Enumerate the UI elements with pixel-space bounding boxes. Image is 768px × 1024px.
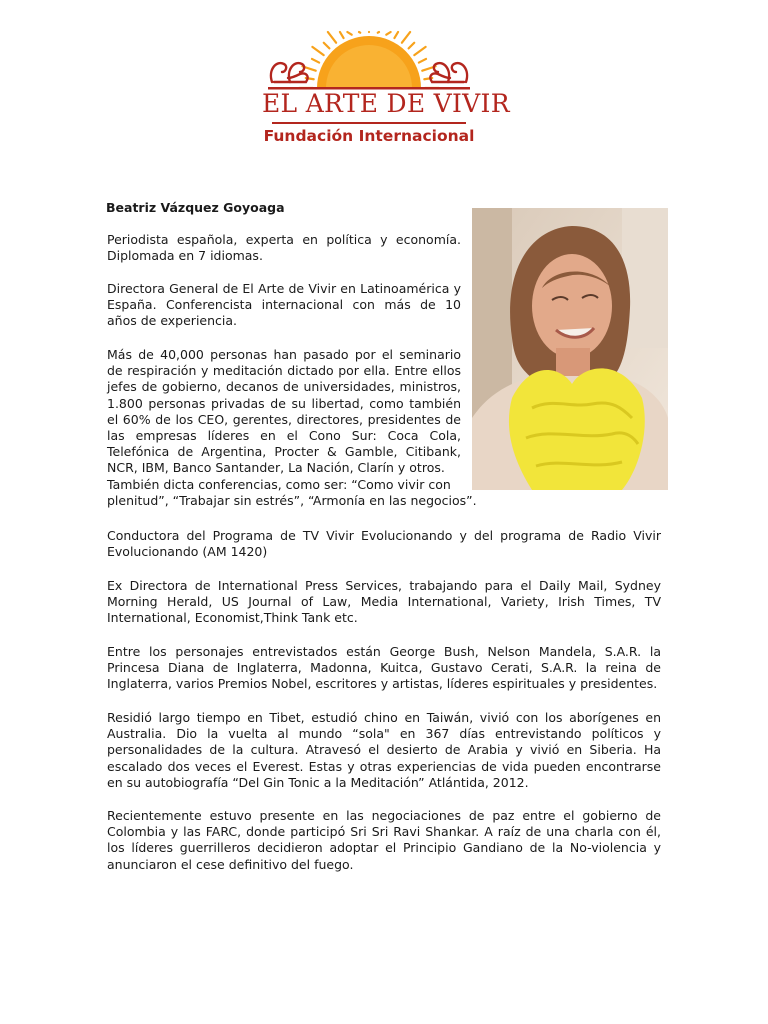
paragraph-press-services: Ex Directora de International Press Services, trabajando para el Daily Mail, Sydney Morning Herald, US Journal of Law, Media International, Variety, Irish Times, TV International, Economist,Think Tank etc. [107,578,661,626]
logo-title: EL ARTE DE VIVIR [262,89,510,118]
paragraph-seminar: Más de 40,000 personas han pasado por el seminario de respiración y meditación dictado por ella. Entre ellos jefes de gobierno, decanos de universidades, ministros, 1.800 personas privadas de su libertad, como también el 60% de los CEO, gerentes, directores, presidentes de las empresas líderes en el Cono Sur: Coca Cola, Telefónica de Argentina, Procter & Gamble, Citibank, NCR, IBM, Banco Santander, La Nación, Clarín y otros. [107,347,461,476]
paragraph-conferences: También dicta conferencias, como ser: “Como vivir con plenitud”, “Trabajar sin estrés”, “Armonía en las negocios”. [107,477,477,509]
paragraph-intro: Periodista española, experta en política y economía. Diplomada en 7 idiomas. [107,232,461,264]
portrait-image [472,208,668,490]
paragraph-tv-program: Conductora del Programa de TV Vivir Evolucionando y del programa de Radio Vivir Evolucionando (AM 1420) [107,528,661,560]
portrait-photo [472,208,668,490]
person-name: Beatriz Vázquez Goyoaga [106,200,285,215]
paragraph-travels: Residió largo tiempo en Tibet, estudió chino en Taiwán, vivió con los aborígenes en Australia. Dio la vuelta al mundo “sola" en 367 días entrevistando políticos y personalidades de la cultura. Atravesó el desierto de Arabia y vivió en Siberia. Ha escalado dos veces el Everest. Estas y otras experiencias de vida pueden encontrarse en su autobiografía “Del Gin Tonic a la Meditación” Atlántida, 2012. [107,710,661,790]
paragraph-interviews: Entre los personajes entrevistados están George Bush, Nelson Mandela, S.A.R. la Princesa Diana de Inglaterra, Madonna, Kuitca, Gustavo Cerati, S.A.R. la reina de Inglaterra, varios Premios Nobel, escritores y artistas, líderes espirituales y presidentes. [107,644,661,692]
paragraph-peace-negotiations: Recientemente estuvo presente en las negociaciones de paz entre el gobierno de Colombia y las FARC, donde participó Sri Sri Ravi Shankar. A raíz de una charla con él, los líderes guerrilleros decidieron adoptar el Principio Gandiano de la No-violencia y anunciaron el cese definitivo del fuego. [107,808,661,872]
paragraph-director: Directora General de El Arte de Vivir en Latinoamérica y España. Conferencista internacional con más de 10 años de experiencia. [107,281,461,329]
sunrise-swans-icon [262,30,476,92]
logo-divider [272,122,466,124]
logo-subtitle: Fundación Internacional [263,127,475,145]
organization-logo [262,30,510,156]
